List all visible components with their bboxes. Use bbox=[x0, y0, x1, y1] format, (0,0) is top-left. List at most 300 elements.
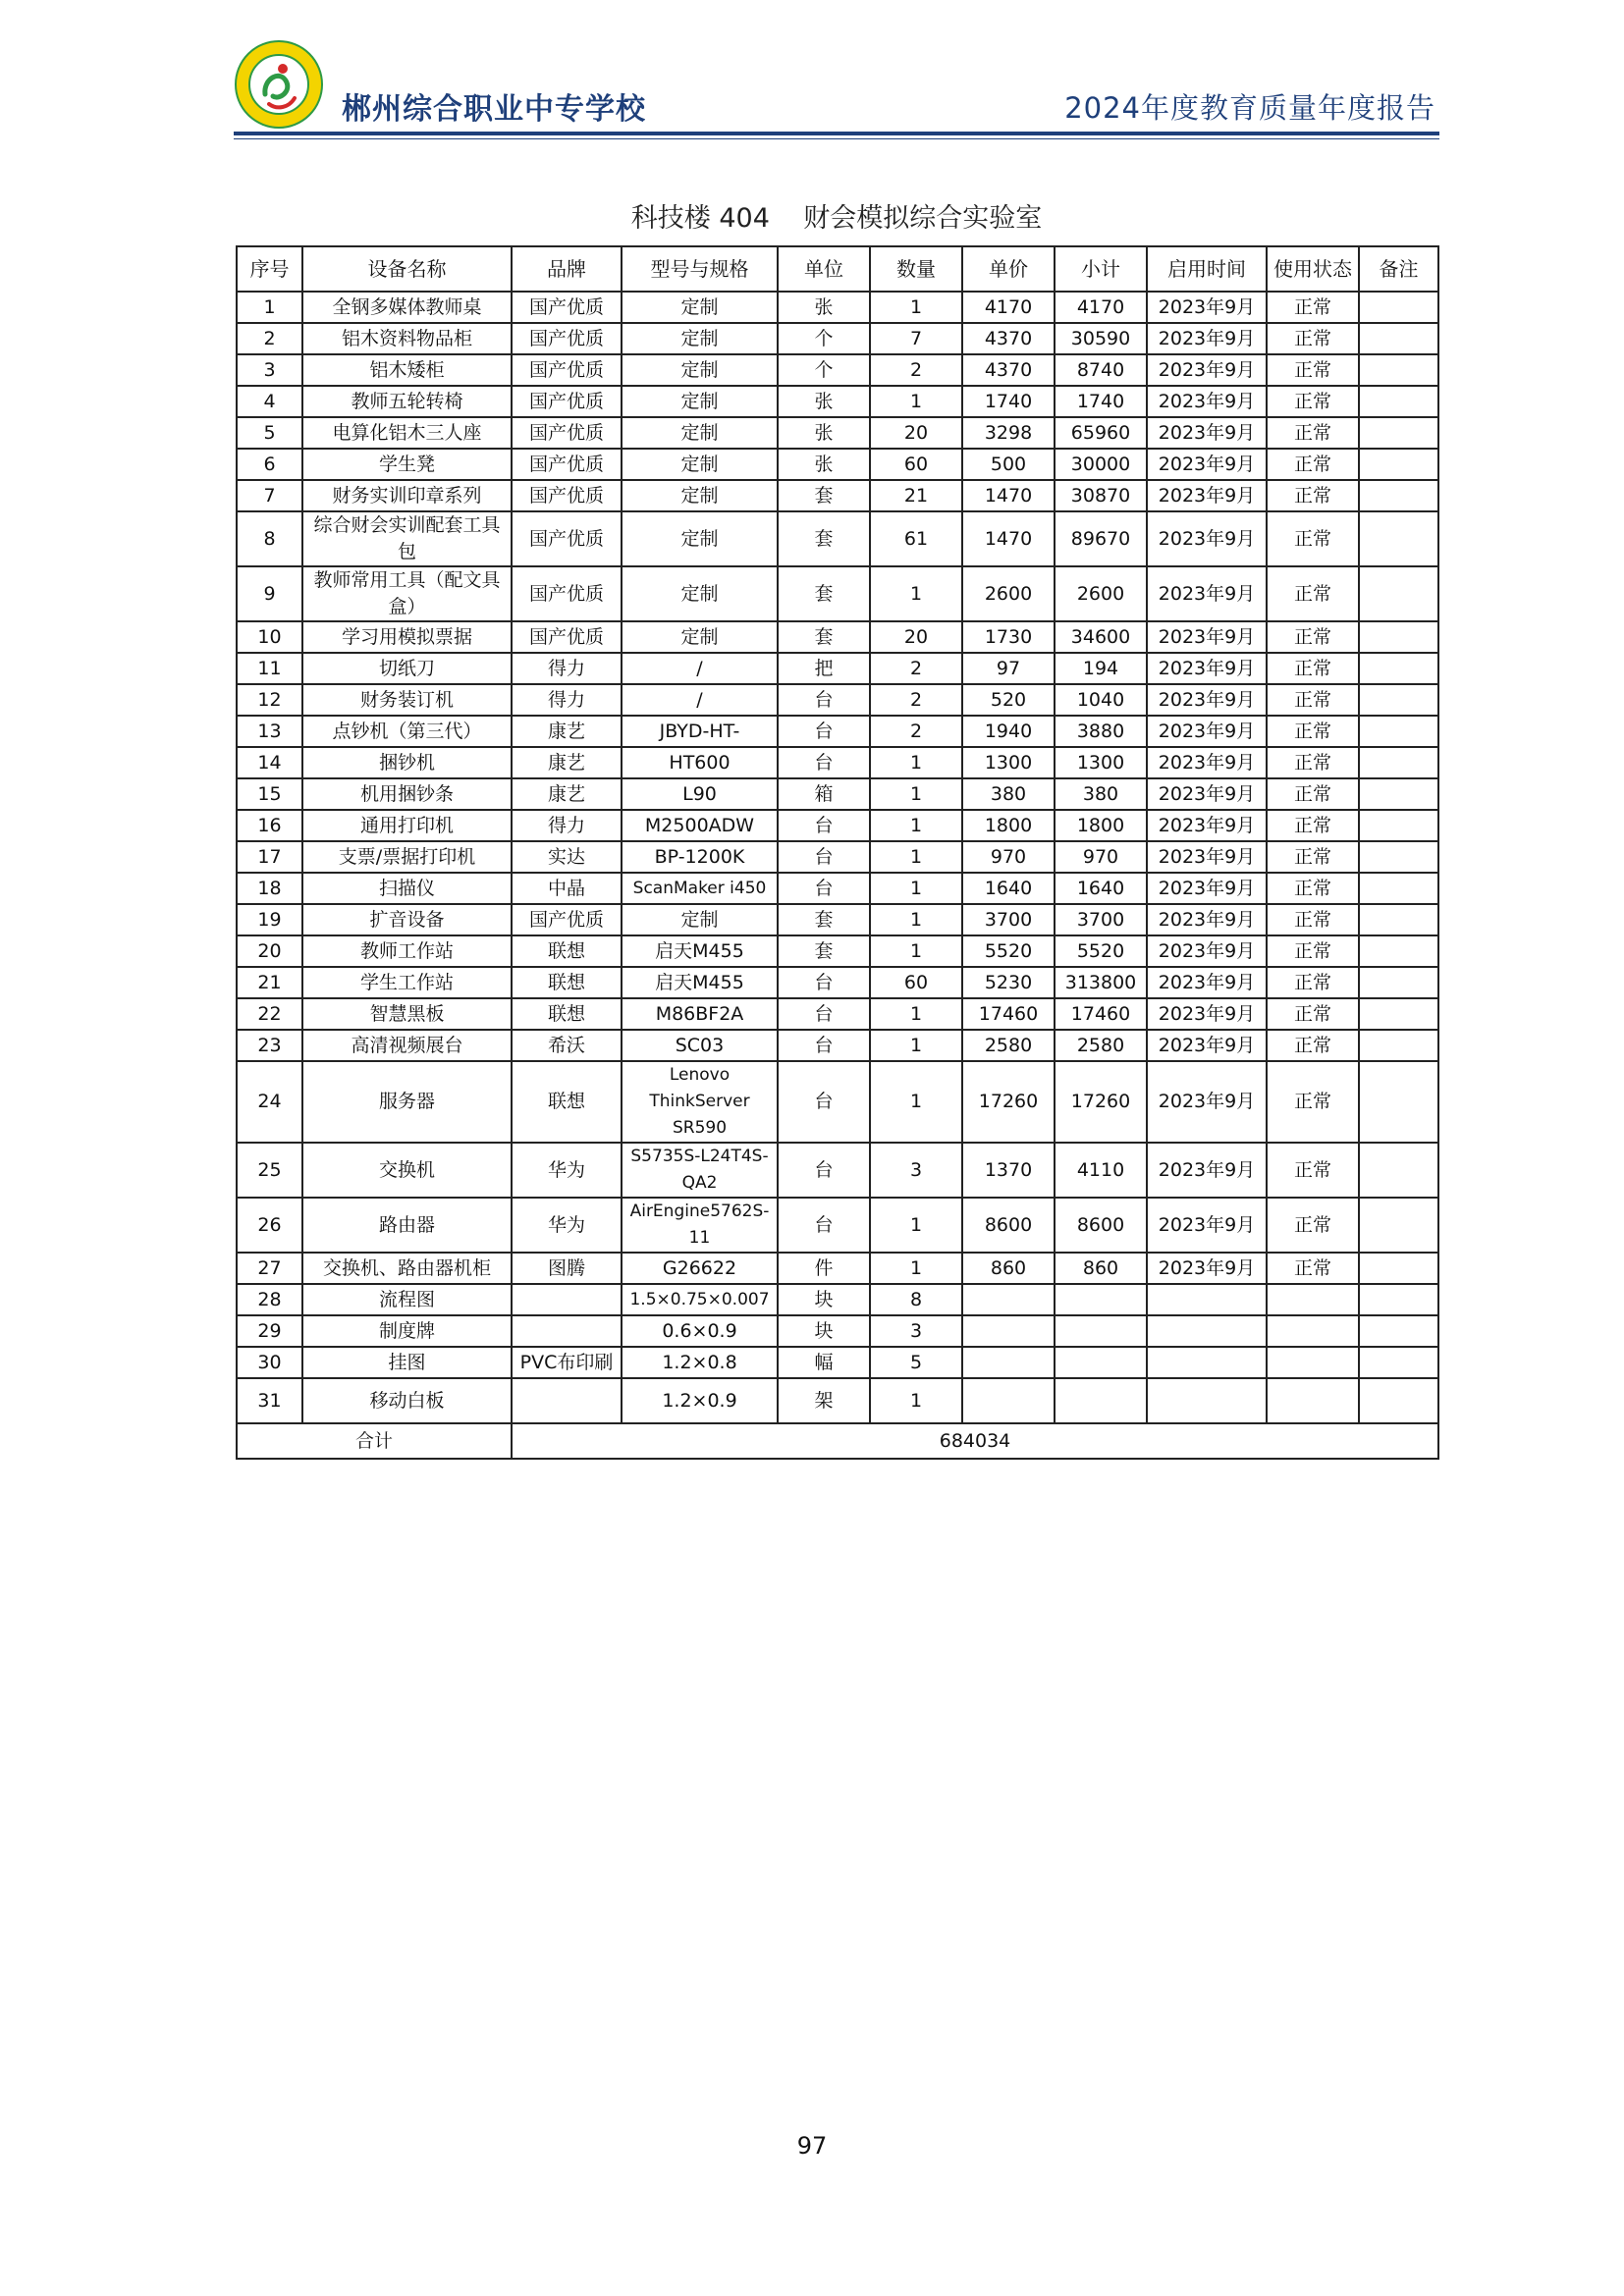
table-row bbox=[237, 684, 1438, 716]
cell-unit-price bbox=[962, 1315, 1055, 1347]
cell-name: 服务器 bbox=[302, 1061, 512, 1143]
cell-unit: 台 bbox=[778, 684, 870, 716]
cell-subtotal: 2580 bbox=[1055, 1030, 1147, 1061]
cell-quantity: 1 bbox=[870, 292, 962, 323]
cell-remarks bbox=[1359, 621, 1438, 653]
cell-name: 电算化铝木三人座 bbox=[302, 417, 512, 449]
cell-quantity: 60 bbox=[870, 449, 962, 480]
cell-quantity: 1 bbox=[870, 1198, 962, 1253]
col-header-remarks: 备注 bbox=[1359, 246, 1438, 292]
cell-brand: 希沃 bbox=[512, 1030, 622, 1061]
table-row bbox=[237, 904, 1438, 935]
cell-model: 定制 bbox=[622, 621, 778, 653]
cell-model: 定制 bbox=[622, 480, 778, 511]
table-row bbox=[237, 967, 1438, 998]
cell-model: 定制 bbox=[622, 354, 778, 386]
header-divider-thin bbox=[234, 138, 1439, 139]
cell-subtotal: 17260 bbox=[1055, 1061, 1147, 1143]
table-row bbox=[237, 449, 1438, 480]
header-divider bbox=[234, 132, 1439, 135]
cell-start-date: 2023年9月 bbox=[1147, 480, 1267, 511]
cell-unit: 把 bbox=[778, 653, 870, 684]
col-header-subtotal: 小计 bbox=[1055, 246, 1147, 292]
cell-subtotal: 860 bbox=[1055, 1253, 1147, 1284]
cell-brand: 康艺 bbox=[512, 778, 622, 810]
col-header-quantity: 数量 bbox=[870, 246, 962, 292]
table-row bbox=[237, 1198, 1438, 1253]
cell-status: 正常 bbox=[1267, 354, 1359, 386]
cell-subtotal: 30000 bbox=[1055, 449, 1147, 480]
cell-quantity: 5 bbox=[870, 1347, 962, 1378]
cell-name: 扩音设备 bbox=[302, 904, 512, 935]
cell-remarks bbox=[1359, 1253, 1438, 1284]
table-title: 科技楼 404 财会模拟综合实验室 bbox=[630, 203, 1043, 234]
cell-brand bbox=[512, 1284, 622, 1315]
cell-quantity: 2 bbox=[870, 354, 962, 386]
cell-quantity: 61 bbox=[870, 511, 962, 566]
cell-index: 7 bbox=[237, 480, 302, 511]
col-header-start-date: 启用时间 bbox=[1147, 246, 1267, 292]
cell-unit-price: 17260 bbox=[962, 1061, 1055, 1143]
cell-name: 学习用模拟票据 bbox=[302, 621, 512, 653]
cell-model: ScanMaker i450 bbox=[622, 873, 778, 904]
cell-unit-price bbox=[962, 1378, 1055, 1423]
cell-subtotal: 17460 bbox=[1055, 998, 1147, 1030]
cell-status: 正常 bbox=[1267, 1061, 1359, 1143]
report-title: 2024年度教育质量年度报告 bbox=[1064, 91, 1435, 125]
cell-status: 正常 bbox=[1267, 873, 1359, 904]
cell-remarks bbox=[1359, 1143, 1438, 1198]
cell-subtotal: 3700 bbox=[1055, 904, 1147, 935]
cell-model: AirEngine5762S-11 bbox=[622, 1198, 778, 1253]
col-header-unit-price: 单价 bbox=[962, 246, 1055, 292]
cell-unit: 台 bbox=[778, 747, 870, 778]
cell-index: 28 bbox=[237, 1284, 302, 1315]
cell-model: / bbox=[622, 684, 778, 716]
cell-unit: 台 bbox=[778, 967, 870, 998]
cell-remarks bbox=[1359, 747, 1438, 778]
cell-status: 正常 bbox=[1267, 1253, 1359, 1284]
cell-start-date: 2023年9月 bbox=[1147, 778, 1267, 810]
cell-subtotal: 1800 bbox=[1055, 810, 1147, 841]
cell-unit-price: 3298 bbox=[962, 417, 1055, 449]
table-body bbox=[237, 292, 1438, 1423]
cell-model: 1.5×0.75×0.007 bbox=[622, 1284, 778, 1315]
cell-status: 正常 bbox=[1267, 1143, 1359, 1198]
cell-unit: 台 bbox=[778, 1198, 870, 1253]
page-header bbox=[234, 39, 1439, 133]
cell-name: 铝木矮柜 bbox=[302, 354, 512, 386]
cell-index: 19 bbox=[237, 904, 302, 935]
cell-start-date bbox=[1147, 1347, 1267, 1378]
table-row bbox=[237, 1284, 1438, 1315]
cell-subtotal: 8600 bbox=[1055, 1198, 1147, 1253]
cell-brand: 国产优质 bbox=[512, 621, 622, 653]
cell-index: 21 bbox=[237, 967, 302, 998]
cell-unit-price: 1470 bbox=[962, 480, 1055, 511]
cell-unit-price: 3700 bbox=[962, 904, 1055, 935]
cell-remarks bbox=[1359, 511, 1438, 566]
cell-quantity: 2 bbox=[870, 716, 962, 747]
cell-subtotal: 1740 bbox=[1055, 386, 1147, 417]
cell-remarks bbox=[1359, 1030, 1438, 1061]
cell-subtotal: 30870 bbox=[1055, 480, 1147, 511]
cell-unit-price: 4370 bbox=[962, 323, 1055, 354]
cell-status: 正常 bbox=[1267, 511, 1359, 566]
col-header-name: 设备名称 bbox=[302, 246, 512, 292]
cell-name: 路由器 bbox=[302, 1198, 512, 1253]
cell-remarks bbox=[1359, 935, 1438, 967]
cell-name: 财务实训印章系列 bbox=[302, 480, 512, 511]
col-header-model: 型号与规格 bbox=[622, 246, 778, 292]
cell-unit-price: 5230 bbox=[962, 967, 1055, 998]
cell-unit: 台 bbox=[778, 873, 870, 904]
cell-subtotal bbox=[1055, 1378, 1147, 1423]
cell-start-date: 2023年9月 bbox=[1147, 747, 1267, 778]
cell-status: 正常 bbox=[1267, 292, 1359, 323]
cell-start-date: 2023年9月 bbox=[1147, 621, 1267, 653]
cell-quantity: 8 bbox=[870, 1284, 962, 1315]
table-row bbox=[237, 1030, 1438, 1061]
table-row bbox=[237, 566, 1438, 621]
cell-status: 正常 bbox=[1267, 810, 1359, 841]
cell-brand: 国产优质 bbox=[512, 566, 622, 621]
cell-unit-price: 1940 bbox=[962, 716, 1055, 747]
cell-subtotal: 380 bbox=[1055, 778, 1147, 810]
cell-start-date: 2023年9月 bbox=[1147, 511, 1267, 566]
cell-subtotal bbox=[1055, 1315, 1147, 1347]
cell-index: 16 bbox=[237, 810, 302, 841]
cell-remarks bbox=[1359, 684, 1438, 716]
total-row bbox=[237, 1423, 1438, 1459]
cell-status: 正常 bbox=[1267, 1030, 1359, 1061]
cell-model: 定制 bbox=[622, 566, 778, 621]
cell-remarks bbox=[1359, 323, 1438, 354]
school-name: 郴州综合职业中专学校 bbox=[342, 92, 646, 127]
table-row bbox=[237, 778, 1438, 810]
table-row bbox=[237, 1315, 1438, 1347]
cell-subtotal bbox=[1055, 1284, 1147, 1315]
table-row bbox=[237, 1143, 1438, 1198]
cell-unit: 块 bbox=[778, 1315, 870, 1347]
col-header-status: 使用状态 bbox=[1267, 246, 1359, 292]
cell-start-date: 2023年9月 bbox=[1147, 716, 1267, 747]
cell-subtotal: 34600 bbox=[1055, 621, 1147, 653]
cell-unit: 套 bbox=[778, 935, 870, 967]
cell-quantity: 1 bbox=[870, 1253, 962, 1284]
cell-unit-price: 970 bbox=[962, 841, 1055, 873]
cell-unit-price: 1800 bbox=[962, 810, 1055, 841]
cell-model: M2500ADW bbox=[622, 810, 778, 841]
cell-brand: 得力 bbox=[512, 810, 622, 841]
cell-name: 捆钞机 bbox=[302, 747, 512, 778]
cell-unit-price: 1370 bbox=[962, 1143, 1055, 1198]
cell-brand: PVC布印刷 bbox=[512, 1347, 622, 1378]
cell-unit: 套 bbox=[778, 566, 870, 621]
cell-quantity: 60 bbox=[870, 967, 962, 998]
cell-remarks bbox=[1359, 386, 1438, 417]
cell-index: 30 bbox=[237, 1347, 302, 1378]
cell-status bbox=[1267, 1378, 1359, 1423]
cell-unit-price bbox=[962, 1284, 1055, 1315]
cell-status: 正常 bbox=[1267, 653, 1359, 684]
table-header-row bbox=[237, 246, 1438, 292]
cell-status: 正常 bbox=[1267, 935, 1359, 967]
cell-start-date bbox=[1147, 1284, 1267, 1315]
table-row bbox=[237, 1061, 1438, 1143]
cell-index: 10 bbox=[237, 621, 302, 653]
cell-index: 29 bbox=[237, 1315, 302, 1347]
cell-brand: 联想 bbox=[512, 1061, 622, 1143]
cell-brand: 得力 bbox=[512, 684, 622, 716]
cell-unit-price: 860 bbox=[962, 1253, 1055, 1284]
table-row bbox=[237, 1378, 1438, 1423]
cell-remarks bbox=[1359, 480, 1438, 511]
table-row bbox=[237, 511, 1438, 566]
cell-unit-price: 2600 bbox=[962, 566, 1055, 621]
cell-model: 定制 bbox=[622, 292, 778, 323]
cell-subtotal: 5520 bbox=[1055, 935, 1147, 967]
table-row bbox=[237, 716, 1438, 747]
table-row bbox=[237, 292, 1438, 323]
cell-brand: 国产优质 bbox=[512, 354, 622, 386]
cell-unit: 台 bbox=[778, 1030, 870, 1061]
cell-brand bbox=[512, 1378, 622, 1423]
cell-unit-price: 4170 bbox=[962, 292, 1055, 323]
cell-quantity: 3 bbox=[870, 1315, 962, 1347]
cell-unit-price: 1740 bbox=[962, 386, 1055, 417]
cell-status: 正常 bbox=[1267, 323, 1359, 354]
table-row bbox=[237, 747, 1438, 778]
table-row bbox=[237, 935, 1438, 967]
cell-remarks bbox=[1359, 967, 1438, 998]
cell-name: 综合财会实训配套工具包 bbox=[302, 511, 512, 566]
cell-model: JBYD-HT- bbox=[622, 716, 778, 747]
cell-index: 1 bbox=[237, 292, 302, 323]
cell-unit: 张 bbox=[778, 386, 870, 417]
cell-unit-price: 520 bbox=[962, 684, 1055, 716]
school-logo-icon bbox=[234, 39, 324, 130]
cell-status: 正常 bbox=[1267, 716, 1359, 747]
cell-brand: 联想 bbox=[512, 935, 622, 967]
cell-remarks bbox=[1359, 1061, 1438, 1143]
table-row bbox=[237, 1253, 1438, 1284]
cell-remarks bbox=[1359, 1198, 1438, 1253]
col-header-index: 序号 bbox=[237, 246, 302, 292]
cell-brand: 华为 bbox=[512, 1143, 622, 1198]
cell-quantity: 1 bbox=[870, 1061, 962, 1143]
cell-remarks bbox=[1359, 873, 1438, 904]
cell-name: 制度牌 bbox=[302, 1315, 512, 1347]
cell-unit-price: 2580 bbox=[962, 1030, 1055, 1061]
cell-index: 23 bbox=[237, 1030, 302, 1061]
cell-brand: 国产优质 bbox=[512, 480, 622, 511]
cell-index: 17 bbox=[237, 841, 302, 873]
cell-unit-price: 97 bbox=[962, 653, 1055, 684]
cell-status bbox=[1267, 1347, 1359, 1378]
cell-model: 定制 bbox=[622, 904, 778, 935]
cell-subtotal: 2600 bbox=[1055, 566, 1147, 621]
cell-index: 8 bbox=[237, 511, 302, 566]
cell-quantity: 1 bbox=[870, 810, 962, 841]
cell-start-date: 2023年9月 bbox=[1147, 967, 1267, 998]
cell-start-date: 2023年9月 bbox=[1147, 1253, 1267, 1284]
equipment-table bbox=[236, 245, 1439, 1460]
cell-unit: 台 bbox=[778, 1143, 870, 1198]
cell-remarks bbox=[1359, 1284, 1438, 1315]
cell-name: 学生工作站 bbox=[302, 967, 512, 998]
cell-unit-price: 380 bbox=[962, 778, 1055, 810]
cell-remarks bbox=[1359, 810, 1438, 841]
cell-name: 交换机 bbox=[302, 1143, 512, 1198]
cell-brand: 图腾 bbox=[512, 1253, 622, 1284]
cell-model: S5735S-L24T4S-QA2 bbox=[622, 1143, 778, 1198]
cell-unit: 件 bbox=[778, 1253, 870, 1284]
cell-name: 移动白板 bbox=[302, 1378, 512, 1423]
cell-index: 3 bbox=[237, 354, 302, 386]
cell-name: 点钞机（第三代） bbox=[302, 716, 512, 747]
cell-start-date: 2023年9月 bbox=[1147, 1143, 1267, 1198]
cell-unit: 架 bbox=[778, 1378, 870, 1423]
cell-unit-price: 4370 bbox=[962, 354, 1055, 386]
cell-start-date: 2023年9月 bbox=[1147, 998, 1267, 1030]
cell-model: 定制 bbox=[622, 323, 778, 354]
cell-quantity: 1 bbox=[870, 1030, 962, 1061]
cell-start-date: 2023年9月 bbox=[1147, 810, 1267, 841]
cell-name: 智慧黑板 bbox=[302, 998, 512, 1030]
cell-unit-price: 1730 bbox=[962, 621, 1055, 653]
cell-name: 学生凳 bbox=[302, 449, 512, 480]
cell-name: 挂图 bbox=[302, 1347, 512, 1378]
cell-index: 2 bbox=[237, 323, 302, 354]
table-row bbox=[237, 480, 1438, 511]
cell-name: 支票/票据打印机 bbox=[302, 841, 512, 873]
cell-name: 财务装订机 bbox=[302, 684, 512, 716]
cell-index: 18 bbox=[237, 873, 302, 904]
cell-quantity: 21 bbox=[870, 480, 962, 511]
cell-status: 正常 bbox=[1267, 566, 1359, 621]
cell-name: 全钢多媒体教师桌 bbox=[302, 292, 512, 323]
cell-index: 14 bbox=[237, 747, 302, 778]
cell-quantity: 20 bbox=[870, 621, 962, 653]
cell-subtotal: 194 bbox=[1055, 653, 1147, 684]
cell-name: 铝木资料物品柜 bbox=[302, 323, 512, 354]
table-row bbox=[237, 621, 1438, 653]
cell-subtotal bbox=[1055, 1347, 1147, 1378]
cell-start-date: 2023年9月 bbox=[1147, 292, 1267, 323]
cell-model: 1.2×0.9 bbox=[622, 1378, 778, 1423]
cell-start-date: 2023年9月 bbox=[1147, 935, 1267, 967]
cell-name: 机用捆钞条 bbox=[302, 778, 512, 810]
cell-status: 正常 bbox=[1267, 621, 1359, 653]
cell-model: M86BF2A bbox=[622, 998, 778, 1030]
cell-quantity: 1 bbox=[870, 873, 962, 904]
cell-brand: 国产优质 bbox=[512, 323, 622, 354]
cell-quantity: 1 bbox=[870, 386, 962, 417]
cell-unit: 个 bbox=[778, 354, 870, 386]
cell-unit-price: 1640 bbox=[962, 873, 1055, 904]
cell-unit-price: 5520 bbox=[962, 935, 1055, 967]
cell-model: 1.2×0.8 bbox=[622, 1347, 778, 1378]
cell-status: 正常 bbox=[1267, 904, 1359, 935]
cell-status: 正常 bbox=[1267, 778, 1359, 810]
cell-index: 5 bbox=[237, 417, 302, 449]
cell-remarks bbox=[1359, 716, 1438, 747]
cell-unit: 个 bbox=[778, 323, 870, 354]
cell-brand: 中晶 bbox=[512, 873, 622, 904]
col-header-brand: 品牌 bbox=[512, 246, 622, 292]
cell-subtotal: 8740 bbox=[1055, 354, 1147, 386]
cell-index: 4 bbox=[237, 386, 302, 417]
cell-unit: 台 bbox=[778, 998, 870, 1030]
cell-unit: 台 bbox=[778, 716, 870, 747]
cell-remarks bbox=[1359, 778, 1438, 810]
cell-quantity: 7 bbox=[870, 323, 962, 354]
cell-brand bbox=[512, 1315, 622, 1347]
cell-model: / bbox=[622, 653, 778, 684]
total-label: 合计 bbox=[237, 1423, 512, 1459]
cell-start-date: 2023年9月 bbox=[1147, 653, 1267, 684]
cell-model: 定制 bbox=[622, 417, 778, 449]
cell-index: 24 bbox=[237, 1061, 302, 1143]
cell-unit-price: 17460 bbox=[962, 998, 1055, 1030]
cell-name: 高清视频展台 bbox=[302, 1030, 512, 1061]
cell-model: 启天M455 bbox=[622, 935, 778, 967]
cell-name: 教师常用工具（配文具盒） bbox=[302, 566, 512, 621]
col-header-unit: 单位 bbox=[778, 246, 870, 292]
cell-status: 正常 bbox=[1267, 747, 1359, 778]
cell-brand: 国产优质 bbox=[512, 417, 622, 449]
cell-quantity: 1 bbox=[870, 566, 962, 621]
cell-name: 交换机、路由器机柜 bbox=[302, 1253, 512, 1284]
cell-unit-price: 500 bbox=[962, 449, 1055, 480]
cell-status bbox=[1267, 1315, 1359, 1347]
cell-subtotal: 1300 bbox=[1055, 747, 1147, 778]
cell-remarks bbox=[1359, 653, 1438, 684]
cell-subtotal: 313800 bbox=[1055, 967, 1147, 998]
cell-start-date: 2023年9月 bbox=[1147, 1198, 1267, 1253]
cell-unit: 张 bbox=[778, 449, 870, 480]
cell-status: 正常 bbox=[1267, 841, 1359, 873]
cell-index: 22 bbox=[237, 998, 302, 1030]
table-row bbox=[237, 1347, 1438, 1378]
cell-start-date: 2023年9月 bbox=[1147, 566, 1267, 621]
cell-status: 正常 bbox=[1267, 480, 1359, 511]
cell-remarks bbox=[1359, 904, 1438, 935]
cell-start-date bbox=[1147, 1315, 1267, 1347]
cell-brand: 康艺 bbox=[512, 747, 622, 778]
cell-unit: 套 bbox=[778, 480, 870, 511]
cell-remarks bbox=[1359, 354, 1438, 386]
table-row bbox=[237, 323, 1438, 354]
cell-subtotal: 30590 bbox=[1055, 323, 1147, 354]
cell-remarks bbox=[1359, 1347, 1438, 1378]
cell-brand: 实达 bbox=[512, 841, 622, 873]
cell-subtotal: 970 bbox=[1055, 841, 1147, 873]
cell-name: 教师工作站 bbox=[302, 935, 512, 967]
cell-brand: 国产优质 bbox=[512, 511, 622, 566]
cell-index: 13 bbox=[237, 716, 302, 747]
table-row bbox=[237, 386, 1438, 417]
cell-model: 定制 bbox=[622, 386, 778, 417]
cell-subtotal: 89670 bbox=[1055, 511, 1147, 566]
table-row bbox=[237, 354, 1438, 386]
cell-quantity: 2 bbox=[870, 653, 962, 684]
cell-model: G26622 bbox=[622, 1253, 778, 1284]
cell-remarks bbox=[1359, 292, 1438, 323]
cell-model: 定制 bbox=[622, 511, 778, 566]
cell-quantity: 1 bbox=[870, 1378, 962, 1423]
